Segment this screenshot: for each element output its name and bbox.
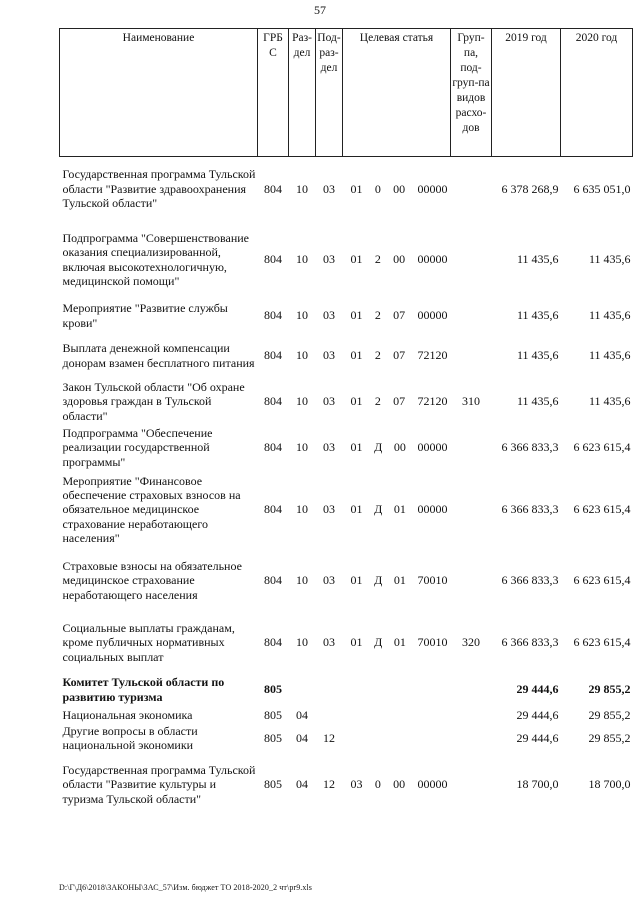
row-group xyxy=(451,471,492,549)
target-direction: 00000 xyxy=(417,777,448,792)
row-target xyxy=(343,673,451,707)
row-name: Подпрограмма "Обеспечение реализации государственной программы" xyxy=(62,426,213,469)
row-grbs: 804 xyxy=(264,348,282,363)
row-podrazdel: 03 xyxy=(323,252,335,267)
table-header-row xyxy=(60,29,633,157)
row-target xyxy=(343,471,451,549)
target-subprogram: 2 xyxy=(374,394,381,409)
target-program: 01 xyxy=(350,394,363,409)
row-target xyxy=(343,723,451,754)
row-grbs: 804 xyxy=(264,573,282,588)
row-name: Государственная программа Тульской области "Развитие здравоохранения Тульской области" xyxy=(62,167,256,210)
row-grbs: 804 xyxy=(264,252,282,267)
row-razdel: 10 xyxy=(296,252,308,267)
table-row xyxy=(60,753,633,815)
table-body xyxy=(60,157,633,816)
target-subprogram: 0 xyxy=(374,777,381,792)
row-group: 320 xyxy=(462,635,480,650)
row-target xyxy=(343,157,451,221)
row-2020: 11 435,6 xyxy=(588,394,631,409)
header-name: Наименование xyxy=(60,29,258,157)
row-razdel: 10 xyxy=(296,181,308,196)
table-row xyxy=(60,157,633,221)
row-grbs: 804 xyxy=(264,181,282,196)
row-grbs: 804 xyxy=(264,635,282,650)
row-target xyxy=(343,753,451,815)
row-target xyxy=(343,613,451,673)
target-subprogram: 2 xyxy=(374,348,381,363)
row-name: Страховые взносы на обязательное медицинское страхование неработающего населения xyxy=(62,559,242,602)
row-2019: 11 435,6 xyxy=(516,308,559,323)
target-program: 01 xyxy=(350,635,363,650)
header-group: Груп-па, под-груп-па видов расхо-дов xyxy=(451,29,492,157)
row-2019: 29 444,6 xyxy=(516,730,559,745)
row-name: Мероприятие "Развитие службы крови" xyxy=(62,301,228,330)
row-podrazdel: 03 xyxy=(323,440,335,455)
row-razdel: 10 xyxy=(296,635,308,650)
row-grbs: 804 xyxy=(264,308,282,323)
row-2020: 6 623 615,4 xyxy=(573,502,631,517)
row-2019: 18 700,0 xyxy=(516,777,559,792)
row-2020: 6 623 615,4 xyxy=(573,573,631,588)
header-grbs: ГРБ С xyxy=(258,29,289,157)
target-subprogram: 2 xyxy=(374,252,381,267)
row-razdel: 10 xyxy=(296,502,308,517)
target-measure: 00 xyxy=(393,440,406,455)
budget-table xyxy=(59,28,633,815)
row-2019: 6 366 833,3 xyxy=(501,502,559,517)
row-razdel: 10 xyxy=(296,573,308,588)
target-program: 01 xyxy=(350,440,363,455)
row-grbs: 804 xyxy=(264,394,282,409)
row-name: Выплата денежной компенсации донорам взамен бесплатного питания xyxy=(62,341,255,370)
target-direction: 00000 xyxy=(417,252,448,267)
table-row xyxy=(60,379,633,425)
row-2020: 6 623 615,4 xyxy=(573,635,631,650)
row-target xyxy=(343,707,451,723)
target-direction: 70010 xyxy=(417,635,448,650)
target-direction: 00000 xyxy=(417,308,448,323)
row-podrazdel: 12 xyxy=(323,777,335,792)
target-program: 01 xyxy=(350,308,363,323)
row-podrazdel: 03 xyxy=(323,181,335,196)
target-measure: 00 xyxy=(393,252,406,267)
row-group xyxy=(451,673,492,707)
row-2019: 11 435,6 xyxy=(516,394,559,409)
table-row xyxy=(60,723,633,754)
row-podrazdel: 12 xyxy=(323,730,335,745)
row-grbs: 805 xyxy=(264,707,282,722)
row-grbs: 804 xyxy=(264,502,282,517)
row-group: 310 xyxy=(462,394,480,409)
row-2020: 6 623 615,4 xyxy=(573,440,631,455)
row-razdel: 04 xyxy=(296,777,308,792)
target-measure: 07 xyxy=(393,394,406,409)
table-row xyxy=(60,471,633,549)
table-row xyxy=(60,549,633,613)
row-razdel: 10 xyxy=(296,308,308,323)
row-podrazdel: 03 xyxy=(323,348,335,363)
row-target xyxy=(343,221,451,299)
target-direction: 00000 xyxy=(417,502,448,517)
row-target xyxy=(343,379,451,425)
row-2020: 11 435,6 xyxy=(588,348,631,363)
target-direction: 72120 xyxy=(417,348,448,363)
row-podrazdel xyxy=(316,707,343,723)
target-direction: 00000 xyxy=(417,440,448,455)
row-2020: 29 855,2 xyxy=(588,707,631,722)
target-subprogram: 2 xyxy=(374,308,381,323)
header-razdel: Раз-дел xyxy=(289,29,316,157)
target-program: 01 xyxy=(350,181,363,196)
row-2020: 11 435,6 xyxy=(588,308,631,323)
row-target xyxy=(343,549,451,613)
target-measure: 01 xyxy=(393,502,406,517)
row-podrazdel xyxy=(316,673,343,707)
target-measure: 00 xyxy=(393,181,406,196)
row-2020: 29 855,2 xyxy=(588,682,631,697)
row-grbs: 805 xyxy=(264,777,282,792)
target-subprogram: 0 xyxy=(374,181,381,196)
table-row xyxy=(60,613,633,673)
table-row xyxy=(60,221,633,299)
row-grbs: 805 xyxy=(264,730,282,745)
row-target xyxy=(343,333,451,379)
row-2019: 6 366 833,3 xyxy=(501,635,559,650)
page-number: 57 xyxy=(314,3,326,17)
target-program: 01 xyxy=(350,348,363,363)
target-subprogram: Д xyxy=(374,573,383,588)
header-target: Целевая статья xyxy=(343,29,451,157)
row-group xyxy=(451,221,492,299)
row-podrazdel: 03 xyxy=(323,394,335,409)
row-razdel: 10 xyxy=(296,348,308,363)
target-measure: 00 xyxy=(393,777,406,792)
row-target xyxy=(343,299,451,333)
row-name: Государственная программа Тульской области "Развитие культуры и туризма Тульской области" xyxy=(62,762,256,806)
target-direction: 70010 xyxy=(417,573,448,588)
row-2019: 6 366 833,3 xyxy=(501,440,559,455)
row-grbs: 804 xyxy=(264,440,282,455)
target-program: 01 xyxy=(350,252,363,267)
table-row xyxy=(60,673,633,707)
row-razdel: 04 xyxy=(296,707,308,722)
target-direction: 72120 xyxy=(417,394,448,409)
row-name: Подпрограмма "Совершенствование оказания специализированной, включая высокотехнологичную, медицинской помощи" xyxy=(62,230,249,288)
row-2019: 6 366 833,3 xyxy=(501,573,559,588)
row-2020: 6 635 051,0 xyxy=(573,181,631,196)
row-razdel: 04 xyxy=(296,730,308,745)
target-direction: 00000 xyxy=(417,181,448,196)
row-razdel xyxy=(289,673,316,707)
table-row xyxy=(60,299,633,333)
row-group xyxy=(451,723,492,754)
row-group xyxy=(451,549,492,613)
row-group xyxy=(451,333,492,379)
header-podrazdel: Под-раз-дел xyxy=(316,29,343,157)
row-2019: 11 435,6 xyxy=(516,252,559,267)
row-name: Мероприятие "Финансовое обеспечение страховых взносов на обязательное медицинское страхование неработающего населения" xyxy=(62,473,241,545)
row-2019: 11 435,6 xyxy=(516,348,559,363)
table-row xyxy=(60,425,633,471)
table-row xyxy=(60,333,633,379)
row-2019: 6 378 268,9 xyxy=(501,181,559,196)
header-2020: 2020 год xyxy=(561,29,633,157)
file-path-footer: D:\Г\Д6\2018\ЗАКОНЫ\ЗАС_57\Изм. бюджет ТО 2018-2020_2 чт\pr9.xls xyxy=(59,883,313,892)
row-2020: 11 435,6 xyxy=(588,252,631,267)
target-measure: 07 xyxy=(393,348,406,363)
row-group xyxy=(451,753,492,815)
row-podrazdel: 03 xyxy=(323,308,335,323)
row-2020: 18 700,0 xyxy=(588,777,631,792)
row-podrazdel: 03 xyxy=(323,573,335,588)
target-program: 01 xyxy=(350,502,363,517)
row-group xyxy=(451,425,492,471)
row-target xyxy=(343,425,451,471)
row-2019: 29 444,6 xyxy=(516,682,559,697)
row-grbs: 805 xyxy=(264,682,282,697)
target-measure: 07 xyxy=(393,308,406,323)
row-name: Социальные выплаты гражданам, кроме публичных нормативных социальных выплат xyxy=(62,621,235,664)
target-subprogram: Д xyxy=(374,440,383,455)
row-name: Комитет Тульской области по развитию туризма xyxy=(62,675,225,704)
target-subprogram: Д xyxy=(374,635,383,650)
row-group xyxy=(451,157,492,221)
row-group xyxy=(451,299,492,333)
row-razdel: 10 xyxy=(296,440,308,455)
row-razdel: 10 xyxy=(296,394,308,409)
header-2019: 2019 год xyxy=(492,29,561,157)
row-2020: 29 855,2 xyxy=(588,730,631,745)
target-program: 01 xyxy=(350,573,363,588)
row-name: Другие вопросы в области национальной экономики xyxy=(62,723,198,753)
target-subprogram: Д xyxy=(374,502,383,517)
table-row xyxy=(60,707,633,723)
row-podrazdel: 03 xyxy=(323,502,335,517)
row-name: Национальная экономика xyxy=(62,707,193,722)
target-program: 03 xyxy=(350,777,363,792)
row-2019: 29 444,6 xyxy=(516,707,559,722)
target-measure: 01 xyxy=(393,635,406,650)
row-podrazdel: 03 xyxy=(323,635,335,650)
target-measure: 01 xyxy=(393,573,406,588)
row-name: Закон Тульской области "Об охране здоровья граждан в Тульской области" xyxy=(62,380,245,423)
row-group xyxy=(451,707,492,723)
